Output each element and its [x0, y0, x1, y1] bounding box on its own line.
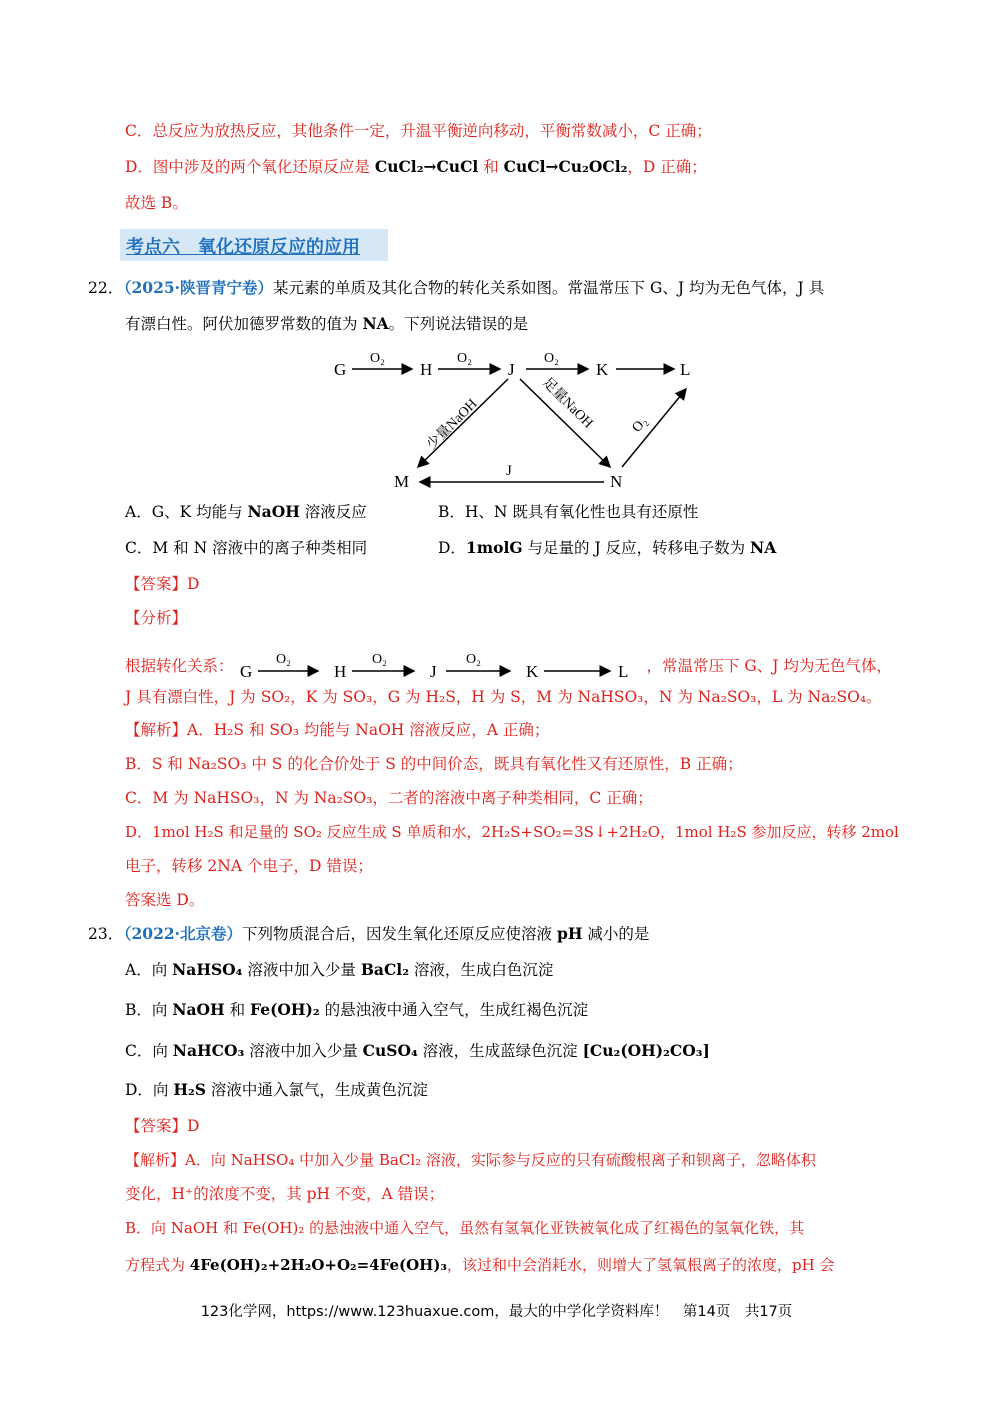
chain-o2-3: O₂: [466, 652, 482, 667]
q23-d-bold: H₂S: [173, 1080, 206, 1099]
label-o2-2: O₂: [457, 351, 472, 366]
q23-a-b2: BaCl₂: [360, 960, 409, 979]
q23-ex4-post: ，该过和中会消耗水，则增大了氢氧根离子的浓度，pH 会: [447, 1256, 835, 1274]
q23-explain-1: 【解析】A．向 NaHSO₄ 中加入少量 BaCl₂ 溶液，实际参与反应的只有硫酸根离子和钡离子，忽略体积: [125, 1151, 816, 1169]
q23-b-post: 的悬浊液中通入空气，生成红褐色沉淀: [319, 1001, 589, 1019]
q22-source: （2025·陕晋青宁卷）: [116, 278, 274, 297]
q22-explain-5: 电子，转移 2NA 个电子，D 错误；: [125, 857, 373, 875]
q22-stem2a: 有漂白性。阿伏加德罗常数的值为: [125, 315, 363, 333]
q22-stem2-na: NA: [362, 314, 389, 333]
label-o2-1: O₂: [370, 351, 385, 366]
q23-c-mid2: 溶液，生成蓝绿色沉淀: [417, 1042, 583, 1060]
q23-b-pre: B．向: [125, 1001, 173, 1019]
section-title: 考点六 氧化还原反应的应用: [126, 237, 360, 258]
q23-c-b2: CuSO₄: [362, 1041, 418, 1060]
q22-analysis-line1: [125, 649, 892, 683]
prev-d-eq2: CuCl→Cu₂OCl₂: [503, 157, 628, 176]
q23-stem-pre: 下列物质混合后，因发生氧化还原反应使溶液: [242, 925, 557, 943]
q22-analysis-line2: J 具有漂白性，J 为 SO₂，K 为 SO₃，G 为 H₂S，H 为 S，M 为 NaHSO₃，N 为 Na₂SO₃，L 为 Na₂SO₄。: [125, 688, 882, 706]
q22-explain-2: B．S 和 Na₂SO₃ 中 S 的化合价处于 S 的中间价态，既具有氧化性又有还原性，B 正确；: [125, 755, 743, 773]
q23-option-d: [125, 1079, 428, 1101]
q22-stem1: 某元素的单质及其化合物的转化关系如图。常温常压下 G、J 均为无色气体，J 具: [273, 279, 825, 297]
q22-d-bold: 1molG: [465, 538, 523, 557]
q23-a-b1: NaHSO₄: [172, 960, 243, 979]
prev-d-post: ，D 正确；: [627, 158, 707, 176]
q22-chain-diagram: [238, 649, 646, 683]
q23-stem-post: 减小的是: [582, 925, 650, 943]
q23-d-pre: D．向: [125, 1081, 174, 1099]
q22-explain-1: 【解析】A．H₂S 和 SO₃ 均能与 NaOH 溶液反应，A 正确；: [125, 721, 550, 739]
q23-c-b1: NaHCO₃: [172, 1041, 245, 1060]
q22-option-c: C．M 和 N 溶液中的离子种类相同: [125, 539, 368, 557]
q22-a-bold: NaOH: [247, 502, 300, 521]
prev-d-and: 和: [478, 158, 504, 176]
q23-explain-3: B．向 NaOH 和 Fe(OH)₂ 的悬浊液中通入空气，虽然有氢氧化亚铁被氧化成了红褐色的氢氧化铁，其: [125, 1219, 805, 1237]
q23-c-b3: [Cu₂(OH)₂CO₃]: [582, 1041, 710, 1060]
q22-option-a: [125, 501, 367, 523]
q22-explain-4: D．1mol H₂S 和足量的 SO₂ 反应生成 S 单质和水，2H₂S+SO₂=3S↓+2H₂O，1mol H₂S 参加反应，转移 2mol: [125, 823, 899, 841]
chain-o2-2: O₂: [372, 652, 388, 667]
node-j: J: [508, 360, 515, 379]
q23-b-mid: 和: [224, 1001, 251, 1019]
chain-h: H: [334, 662, 347, 681]
prev-d-text: D．图中涉及的两个氧化还原反应是: [125, 158, 375, 176]
label-o2-4: O₂: [629, 414, 651, 436]
q22-stem-line1: [116, 277, 824, 299]
q23-stem: [116, 923, 649, 945]
q22-diagram: [320, 345, 710, 495]
label-j: J: [506, 463, 512, 479]
q23-option-a: [125, 959, 553, 981]
q23-explain-2: 变化，H⁺的浓度不变，其 pH 不变，A 错误；: [125, 1185, 445, 1203]
q23-stem-ph: pH: [556, 924, 583, 943]
q23-a-mid: 溶液中加入少量: [242, 961, 361, 979]
node-h: H: [420, 360, 433, 379]
label-enough-naoh: 足量NaOH: [539, 375, 596, 432]
q22-number: 22．: [88, 279, 124, 297]
node-l: L: [680, 360, 691, 379]
q23-b-b1: NaOH: [172, 1000, 225, 1019]
q23-source: （2022·北京卷）: [116, 924, 243, 943]
q23-ex4-pre: 方程式为: [125, 1256, 190, 1274]
q22-d-na: NA: [750, 538, 777, 557]
chain-j: J: [430, 662, 438, 681]
label-small-naoh: 少量NaOH: [424, 396, 481, 453]
chain-k: K: [526, 662, 539, 681]
q23-number: 23．: [88, 925, 124, 943]
q22-an1-pre: 根据转化关系：: [125, 657, 234, 675]
prev-option-c: C．总反应为放热反应，其他条件一定，升温平衡逆向移动，平衡常数减小，C 正确；: [125, 122, 712, 140]
q22-analysis-label: 【分析】: [125, 609, 188, 627]
q23-d-post: 溶液中通入氯气，生成黄色沉淀: [206, 1081, 428, 1099]
label-o2-3: O₂: [544, 351, 559, 366]
q23-ex4-eq: 4Fe(OH)₂+2H₂O+O₂=4Fe(OH)₃: [189, 1256, 447, 1274]
q22-d-pre: D．: [438, 539, 466, 557]
prev-answer: 故选 B。: [125, 194, 188, 212]
q22-stem-line2: [125, 313, 528, 335]
chain-l: L: [618, 662, 629, 681]
prev-option-d: [125, 156, 707, 178]
q23-answer: 【答案】D: [125, 1117, 200, 1135]
q22-option-b: B．H、N 既具有氧化性也具有还原性: [438, 503, 699, 521]
q22-d-mid: 与足量的 J 反应，转移电子数为: [522, 539, 751, 557]
q23-option-b: [125, 999, 588, 1021]
q23-a-post: 溶液，生成白色沉淀: [409, 961, 554, 979]
q23-explain-4: [125, 1254, 834, 1276]
q22-a-pre: A．G、K 均能与: [125, 503, 248, 521]
node-n: N: [610, 472, 623, 491]
q22-an1-post: ，常温常压下 G、J 均为无色气体，: [646, 657, 892, 675]
q23-option-c: [125, 1040, 710, 1062]
q22-a-post: 溶液反应: [299, 503, 367, 521]
q23-b-b2: Fe(OH)₂: [250, 1000, 320, 1019]
node-m: M: [394, 472, 410, 491]
node-g: G: [334, 360, 347, 379]
q22-stem2b: 。下列说法错误的是: [388, 315, 529, 333]
chain-g: G: [240, 662, 253, 681]
chain-o2-1: O₂: [276, 652, 292, 667]
q22-answer: 【答案】D: [125, 575, 200, 593]
q23-c-pre: C．向: [125, 1042, 173, 1060]
node-k: K: [596, 360, 609, 379]
q23-a-pre: A．向: [125, 961, 173, 979]
q23-c-mid: 溶液中加入少量: [244, 1042, 363, 1060]
prev-d-eq1: CuCl₂→CuCl: [374, 157, 479, 176]
section-heading: [120, 229, 388, 261]
q22-option-d: [438, 537, 776, 559]
q22-explain-3: C．M 为 NaHSO₃，N 为 Na₂SO₃，二者的溶液中离子种类相同，C 正确；: [125, 789, 653, 807]
page-footer: 123化学网，https://www.123huaxue.com，最大的中学化学资料库！ 第14页 共17页: [200, 1304, 793, 1320]
q22-explain-6: 答案选 D。: [125, 891, 205, 909]
